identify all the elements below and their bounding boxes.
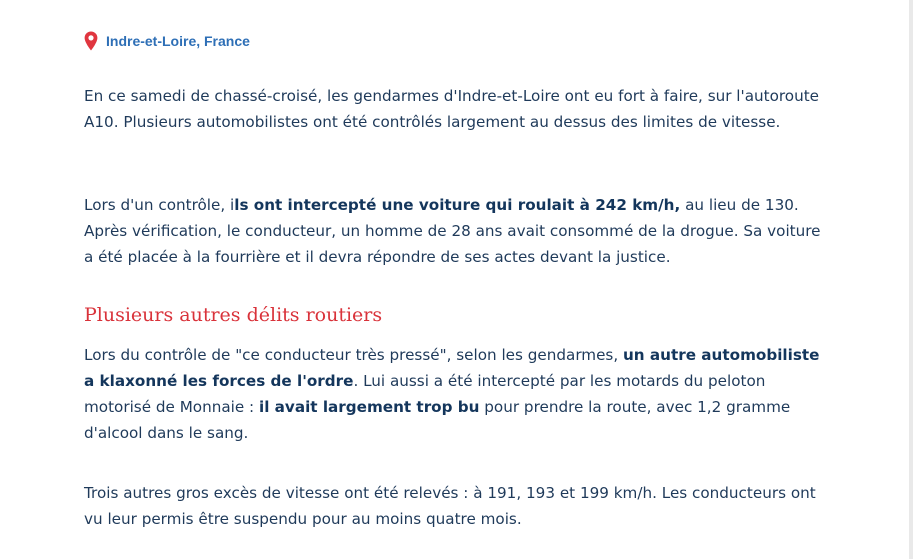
paragraph-intro: En ce samedi de chassé-croisé, les gendarmes d'Indre-et-Loire ont eu fort à faire, sur l'autoroute A10. Plusieurs automobilistes ont été contrôlés largement au dessus des limites de vitesse. <box>84 87 820 131</box>
paragraph-other-offences <box>84 342 824 446</box>
text-fragment: au lieu de 130. Après vérification, le conducteur, un homme de 28 ans avait consommé de la drogue. Sa voiture a été placée à la fourrière et il devra répondre de ses actes devant la justice. <box>84 196 821 266</box>
text-fragment: Lors d'un contrôle, i <box>84 196 235 214</box>
paragraph-speeding: Trois autres gros excès de vitesse ont été relevés : à 191, 193 et 199 km/h. Les conducteurs ont vu leur permis être suspendu pour au moins quatre mois. <box>84 484 816 528</box>
highlight-text: il avait largement trop bu <box>258 398 480 416</box>
paragraph-control <box>84 192 824 270</box>
map-pin-icon <box>84 31 98 51</box>
scrollbar-track[interactable] <box>909 0 913 559</box>
location-tag[interactable] <box>84 30 250 52</box>
highlight-text: un autre automobiliste a klaxonné les forces de l'ordre <box>84 346 820 390</box>
highlight-text: ls ont intercepté une voiture qui roulait à 242 km/h, <box>234 196 681 214</box>
text-fragment: Lors du contrôle de "ce conducteur très pressé", selon les gendarmes, <box>84 346 623 364</box>
text-fragment: . Lui aussi a été intercepté par les motards du peloton motorisé de Monnaie : <box>84 372 766 416</box>
text-fragment: pour prendre la route, avec 1,2 gramme d'alcool dans le sang. <box>84 398 791 442</box>
section-heading: Plusieurs autres délits routiers <box>84 304 383 326</box>
location-label[interactable]: Indre-et-Loire, France <box>106 33 250 49</box>
